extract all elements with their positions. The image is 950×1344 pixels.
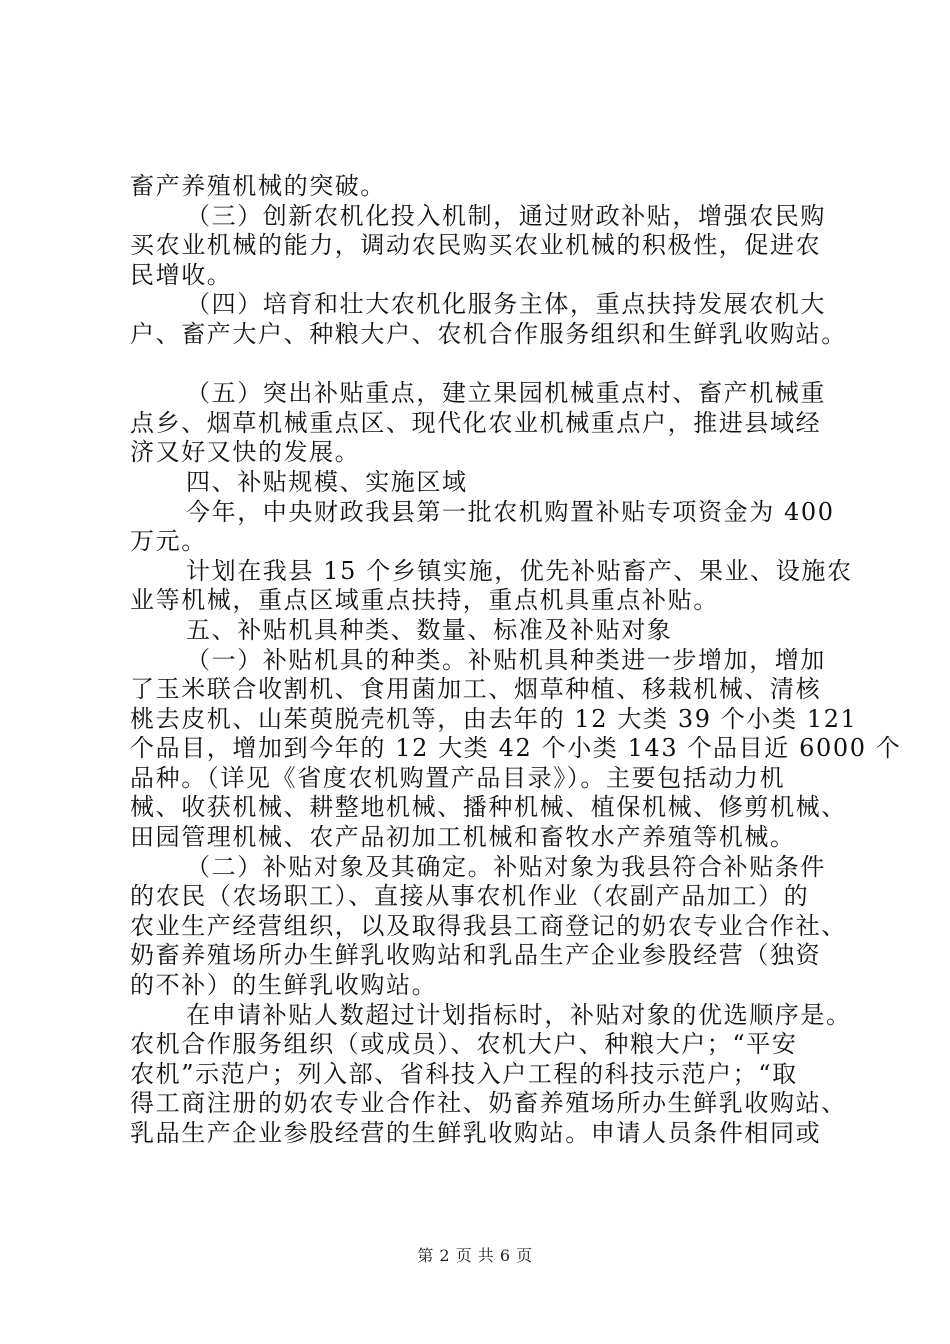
section-heading: 五、补贴机具种类、数量、标准及补贴对象	[186, 615, 673, 644]
document-body	[130, 172, 902, 1149]
paragraph-gap	[130, 350, 840, 380]
text-line: 个品目，增加到今年的 12 大类 42 个小类 143 个品目近 6000 个	[130, 734, 902, 763]
text-line: 农机合作服务组织（或成员）、农机大户、种粮大户；“平安	[130, 1030, 798, 1059]
section-heading: 四、补贴规模、实施区域	[186, 467, 468, 496]
text-line: 业等机械，重点区域重点扶持，重点机具重点补贴。	[130, 586, 719, 615]
text-line: 户、畜产大户、种粮大户、农机合作服务组织和生鲜乳收购站。	[130, 319, 847, 348]
text-line: （四）培育和壮大农机化服务主体，重点扶持发展农机大	[186, 290, 826, 319]
text-line: 点乡、烟草机械重点区、现代化农业机械重点户，推进县域经	[130, 408, 822, 437]
text-line: 奶畜养殖场所办生鲜乳收购站和乳品生产企业参股经营（独资	[130, 941, 822, 970]
text-line: 今年，中央财政我县第一批农机购置补贴专项资金为 400	[186, 497, 835, 526]
text-line: 品种。（详见《省度农机购置产品目录》）。主要包括动力机	[130, 763, 786, 792]
text-line: 济又好又快的发展。	[130, 438, 361, 467]
text-line: 农业生产经营组织，以及取得我县工商登记的奶农专业合作社、	[130, 911, 847, 940]
text-line: 农机”示范户；列入部、省科技入户工程的科技示范户；“取	[130, 1059, 798, 1088]
text-line: 田园管理机械、农产品初加工机械和畜牧水产养殖等机械。	[130, 823, 796, 852]
text-line: 得工商注册的奶农专业合作社、奶畜养殖场所办生鲜乳收购站、	[130, 1089, 847, 1118]
text-line: （二）补贴对象及其确定。补贴对象为我县符合补贴条件	[186, 852, 826, 881]
text-line: 乳品生产企业参股经营的生鲜乳收购站。申请人员条件相同或	[130, 1119, 822, 1147]
text-line: 畜产养殖机械的突破。	[130, 172, 386, 200]
text-line: （五）突出补贴重点，建立果园机械重点村、畜产机械重	[186, 379, 826, 408]
text-line: 在申请补贴人数超过计划指标时，补贴对象的优选顺序是。	[186, 1000, 852, 1029]
text-line: （一）补贴机具的种类。补贴机具种类进一步增加，增加	[186, 645, 826, 674]
page-number-footer: 第 2 页 共 6 页	[417, 1246, 533, 1265]
text-line: 的不补）的生鲜乳收购站。	[130, 971, 438, 1000]
text-line: （三）创新农机化投入机制，通过财政补贴，增强农民购	[186, 201, 826, 230]
text-line: 了玉米联合收割机、食用菌加工、烟草种植、移栽机械、清核	[130, 675, 822, 704]
text-line: 买农业机械的能力，调动农民购买农业机械的积极性，促进农	[130, 231, 822, 260]
text-line: 民增收。	[130, 260, 233, 289]
text-line: 械、收获机械、耕整地机械、播种机械、植保机械、修剪机械、	[130, 793, 847, 822]
text-line: 万元。	[130, 527, 207, 556]
text-line: 桃去皮机、山茱萸脱壳机等，由去年的 12 大类 39 个小类 121	[130, 704, 858, 733]
text-line: 计划在我县 15 个乡镇实施，优先补贴畜产、果业、设施农	[186, 556, 853, 585]
text-line: 的农民（农场职工）、直接从事农机作业（农副产品加工）的	[130, 882, 810, 911]
